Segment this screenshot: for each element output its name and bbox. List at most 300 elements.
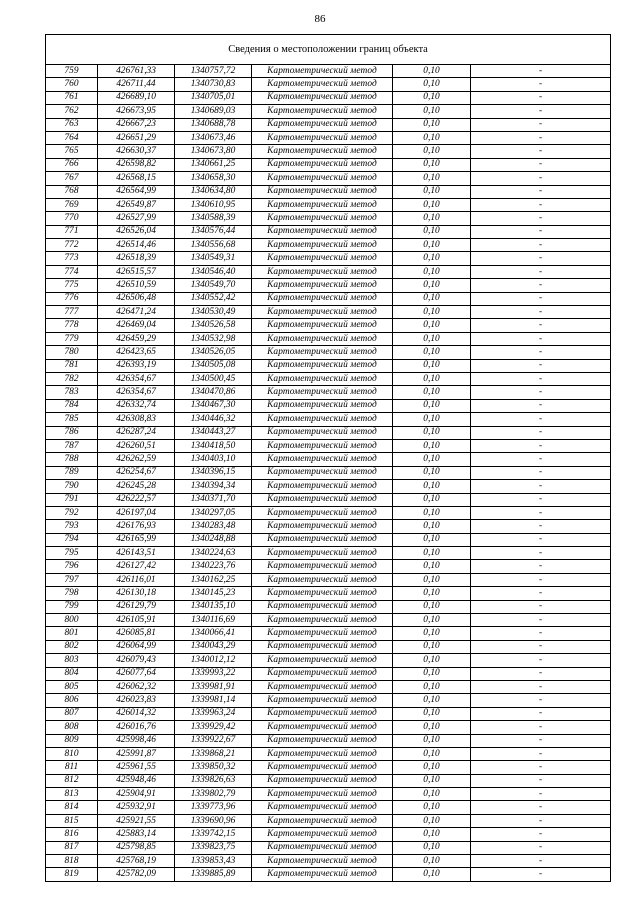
point-number-cell: 800: [46, 614, 98, 627]
coordinate-y-cell: 1339853,43: [175, 855, 252, 868]
coordinate-x-cell: 426129,79: [98, 600, 175, 613]
coordinate-y-cell: 1340224,63: [175, 547, 252, 560]
coordinate-y-cell: 1340283,48: [175, 520, 252, 533]
description-cell: -: [471, 466, 611, 479]
point-number-cell: 768: [46, 185, 98, 198]
method-cell: Картометрический метод: [252, 239, 393, 252]
description-cell: -: [471, 145, 611, 158]
point-number-cell: 761: [46, 91, 98, 104]
accuracy-cell: 0,10: [393, 212, 471, 225]
accuracy-cell: 0,10: [393, 493, 471, 506]
table-row: [46, 332, 611, 345]
coordinate-y-cell: 1339826,63: [175, 774, 252, 787]
description-cell: -: [471, 212, 611, 225]
description-cell: -: [471, 533, 611, 546]
coordinate-y-cell: 1340500,45: [175, 372, 252, 385]
coordinate-y-cell: 1340552,42: [175, 292, 252, 305]
description-cell: -: [471, 694, 611, 707]
table-row: [46, 627, 611, 640]
method-cell: Картометрический метод: [252, 814, 393, 827]
point-number-cell: 794: [46, 533, 98, 546]
coordinate-x-cell: 426506,48: [98, 292, 175, 305]
description-cell: -: [471, 158, 611, 171]
coordinate-y-cell: 1339773,96: [175, 801, 252, 814]
description-cell: -: [471, 332, 611, 345]
description-cell: -: [471, 265, 611, 278]
method-cell: Картометрический метод: [252, 547, 393, 560]
coordinate-y-cell: 1340297,05: [175, 506, 252, 519]
accuracy-cell: 0,10: [393, 292, 471, 305]
description-cell: -: [471, 372, 611, 385]
method-cell: Картометрический метод: [252, 466, 393, 479]
point-number-cell: 778: [46, 319, 98, 332]
description-cell: -: [471, 292, 611, 305]
table-row: [46, 172, 611, 185]
point-number-cell: 808: [46, 721, 98, 734]
table-row: [46, 131, 611, 144]
coordinate-x-cell: 426197,04: [98, 506, 175, 519]
point-number-cell: 805: [46, 680, 98, 693]
accuracy-cell: 0,10: [393, 520, 471, 533]
coordinate-x-cell: 426332,74: [98, 399, 175, 412]
description-cell: -: [471, 239, 611, 252]
description-cell: -: [471, 439, 611, 452]
method-cell: Картометрический метод: [252, 453, 393, 466]
coordinate-y-cell: 1339802,79: [175, 788, 252, 801]
point-number-cell: 813: [46, 788, 98, 801]
accuracy-cell: 0,10: [393, 774, 471, 787]
point-number-cell: 786: [46, 426, 98, 439]
table-caption: Сведения о местоположении границ объекта: [46, 35, 611, 65]
point-number-cell: 811: [46, 761, 98, 774]
description-cell: -: [471, 814, 611, 827]
method-cell: Картометрический метод: [252, 225, 393, 238]
description-cell: -: [471, 198, 611, 211]
accuracy-cell: 0,10: [393, 306, 471, 319]
description-cell: -: [471, 185, 611, 198]
accuracy-cell: 0,10: [393, 359, 471, 372]
coordinate-x-cell: 426510,59: [98, 279, 175, 292]
coordinate-x-cell: 426260,51: [98, 439, 175, 452]
coordinate-x-cell: 425921,55: [98, 814, 175, 827]
accuracy-cell: 0,10: [393, 91, 471, 104]
point-number-cell: 806: [46, 694, 98, 707]
method-cell: Картометрический метод: [252, 399, 393, 412]
coordinate-y-cell: 1339690,96: [175, 814, 252, 827]
point-number-cell: 782: [46, 372, 98, 385]
accuracy-cell: 0,10: [393, 78, 471, 91]
accuracy-cell: 0,10: [393, 868, 471, 881]
coordinate-y-cell: 1339742,15: [175, 828, 252, 841]
method-cell: Картометрический метод: [252, 306, 393, 319]
method-cell: Картометрический метод: [252, 172, 393, 185]
description-cell: -: [471, 587, 611, 600]
method-cell: Картометрический метод: [252, 774, 393, 787]
point-number-cell: 816: [46, 828, 98, 841]
coordinate-y-cell: 1340588,39: [175, 212, 252, 225]
coordinate-y-cell: 1340505,08: [175, 359, 252, 372]
coordinate-x-cell: 426165,99: [98, 533, 175, 546]
coordinate-x-cell: 426527,99: [98, 212, 175, 225]
coordinate-y-cell: 1340162,25: [175, 573, 252, 586]
description-cell: -: [471, 65, 611, 78]
description-cell: -: [471, 654, 611, 667]
coordinate-y-cell: 1340467,30: [175, 399, 252, 412]
point-number-cell: 791: [46, 493, 98, 506]
table-row: [46, 118, 611, 131]
method-cell: Картометрический метод: [252, 506, 393, 519]
description-cell: -: [471, 680, 611, 693]
accuracy-cell: 0,10: [393, 627, 471, 640]
coordinate-y-cell: 1339922,67: [175, 734, 252, 747]
table-row: [46, 600, 611, 613]
coordinate-y-cell: 1340673,80: [175, 145, 252, 158]
point-number-cell: 788: [46, 453, 98, 466]
description-cell: -: [471, 855, 611, 868]
point-number-cell: 781: [46, 359, 98, 372]
description-cell: -: [471, 828, 611, 841]
coordinate-x-cell: 426085,81: [98, 627, 175, 640]
table-row: [46, 774, 611, 787]
coordinate-x-cell: 426667,23: [98, 118, 175, 131]
coordinate-x-cell: 426673,95: [98, 105, 175, 118]
table-row: [46, 828, 611, 841]
table-row: [46, 453, 611, 466]
point-number-cell: 775: [46, 279, 98, 292]
table-row: [46, 439, 611, 452]
table-row: [46, 65, 611, 78]
table-row: [46, 667, 611, 680]
coordinate-y-cell: 1340135,10: [175, 600, 252, 613]
accuracy-cell: 0,10: [393, 667, 471, 680]
description-cell: -: [471, 600, 611, 613]
point-number-cell: 793: [46, 520, 98, 533]
point-number-cell: 759: [46, 65, 98, 78]
method-cell: Картометрический метод: [252, 212, 393, 225]
accuracy-cell: 0,10: [393, 841, 471, 854]
table-row: [46, 520, 611, 533]
table-row: [46, 506, 611, 519]
accuracy-cell: 0,10: [393, 707, 471, 720]
description-cell: -: [471, 480, 611, 493]
table-row: [46, 466, 611, 479]
description-cell: -: [471, 573, 611, 586]
accuracy-cell: 0,10: [393, 399, 471, 412]
point-number-cell: 787: [46, 439, 98, 452]
method-cell: Картометрический метод: [252, 131, 393, 144]
coordinate-x-cell: 426630,37: [98, 145, 175, 158]
accuracy-cell: 0,10: [393, 426, 471, 439]
point-number-cell: 789: [46, 466, 98, 479]
description-cell: -: [471, 868, 611, 881]
accuracy-cell: 0,10: [393, 346, 471, 359]
coordinate-x-cell: 426079,43: [98, 654, 175, 667]
method-cell: Картометрический метод: [252, 680, 393, 693]
point-number-cell: 817: [46, 841, 98, 854]
point-number-cell: 804: [46, 667, 98, 680]
coordinate-x-cell: 426016,76: [98, 721, 175, 734]
page-number: 86: [314, 13, 326, 25]
point-number-cell: 772: [46, 239, 98, 252]
description-cell: -: [471, 319, 611, 332]
description-cell: -: [471, 413, 611, 426]
method-cell: Картометрический метод: [252, 587, 393, 600]
coordinate-y-cell: 1340526,58: [175, 319, 252, 332]
point-number-cell: 784: [46, 399, 98, 412]
description-cell: -: [471, 640, 611, 653]
table-row: [46, 868, 611, 881]
accuracy-cell: 0,10: [393, 265, 471, 278]
point-number-cell: 803: [46, 654, 98, 667]
coordinate-y-cell: 1340396,15: [175, 466, 252, 479]
table-row: [46, 614, 611, 627]
point-number-cell: 774: [46, 265, 98, 278]
accuracy-cell: 0,10: [393, 694, 471, 707]
accuracy-cell: 0,10: [393, 65, 471, 78]
method-cell: Картометрический метод: [252, 145, 393, 158]
accuracy-cell: 0,10: [393, 118, 471, 131]
method-cell: Картометрический метод: [252, 105, 393, 118]
table-row: [46, 493, 611, 506]
coordinate-y-cell: 1339823,75: [175, 841, 252, 854]
coordinate-y-cell: 1340556,68: [175, 239, 252, 252]
coordinate-y-cell: 1340661,25: [175, 158, 252, 171]
coordinate-y-cell: 1340688,78: [175, 118, 252, 131]
accuracy-cell: 0,10: [393, 185, 471, 198]
coordinate-x-cell: 426176,93: [98, 520, 175, 533]
point-number-cell: 799: [46, 600, 98, 613]
coordinate-x-cell: 425883,14: [98, 828, 175, 841]
point-number-cell: 773: [46, 252, 98, 265]
coordinate-y-cell: 1340470,86: [175, 386, 252, 399]
coordinate-x-cell: 426354,67: [98, 372, 175, 385]
coordinate-x-cell: 426130,18: [98, 587, 175, 600]
table-row: [46, 855, 611, 868]
coordinate-x-cell: 425904,91: [98, 788, 175, 801]
description-cell: -: [471, 761, 611, 774]
coordinate-y-cell: 1340066,41: [175, 627, 252, 640]
coordinate-y-cell: 1340532,98: [175, 332, 252, 345]
table-row: [46, 788, 611, 801]
table-row: [46, 292, 611, 305]
method-cell: Картометрический метод: [252, 694, 393, 707]
method-cell: Картометрический метод: [252, 654, 393, 667]
point-number-cell: 764: [46, 131, 98, 144]
method-cell: Картометрический метод: [252, 734, 393, 747]
table-row: [46, 239, 611, 252]
description-cell: -: [471, 774, 611, 787]
coordinate-y-cell: 1340418,50: [175, 439, 252, 452]
coordinate-x-cell: 426023,83: [98, 694, 175, 707]
method-cell: Картометрический метод: [252, 721, 393, 734]
method-cell: Картометрический метод: [252, 640, 393, 653]
point-number-cell: 797: [46, 573, 98, 586]
method-cell: Картометрический метод: [252, 573, 393, 586]
accuracy-cell: 0,10: [393, 158, 471, 171]
method-cell: Картометрический метод: [252, 65, 393, 78]
table-row: [46, 654, 611, 667]
coordinate-x-cell: 426471,24: [98, 306, 175, 319]
accuracy-cell: 0,10: [393, 573, 471, 586]
point-number-cell: 792: [46, 506, 98, 519]
coordinate-y-cell: 1340403,10: [175, 453, 252, 466]
accuracy-cell: 0,10: [393, 547, 471, 560]
accuracy-cell: 0,10: [393, 506, 471, 519]
coordinate-x-cell: 426064,99: [98, 640, 175, 653]
coordinate-x-cell: 426143,51: [98, 547, 175, 560]
coordinate-y-cell: 1339929,42: [175, 721, 252, 734]
table-row: [46, 640, 611, 653]
table-row: [46, 761, 611, 774]
point-number-cell: 790: [46, 480, 98, 493]
coordinate-y-cell: 1339981,91: [175, 680, 252, 693]
table-row: [46, 185, 611, 198]
accuracy-cell: 0,10: [393, 332, 471, 345]
description-cell: -: [471, 560, 611, 573]
coordinate-x-cell: 425961,55: [98, 761, 175, 774]
table-row: [46, 158, 611, 171]
method-cell: Картометрический метод: [252, 439, 393, 452]
coordinate-y-cell: 1339850,32: [175, 761, 252, 774]
coordinate-y-cell: 1340526,05: [175, 346, 252, 359]
accuracy-cell: 0,10: [393, 172, 471, 185]
coordinate-y-cell: 1340549,31: [175, 252, 252, 265]
description-cell: -: [471, 306, 611, 319]
accuracy-cell: 0,10: [393, 801, 471, 814]
coordinate-x-cell: 426222,57: [98, 493, 175, 506]
coordinate-x-cell: 426354,67: [98, 386, 175, 399]
coordinate-x-cell: 426127,42: [98, 560, 175, 573]
accuracy-cell: 0,10: [393, 761, 471, 774]
method-cell: Картометрический метод: [252, 493, 393, 506]
coordinate-x-cell: 426711,44: [98, 78, 175, 91]
coordinate-x-cell: 426549,87: [98, 198, 175, 211]
accuracy-cell: 0,10: [393, 788, 471, 801]
method-cell: Картометрический метод: [252, 533, 393, 546]
accuracy-cell: 0,10: [393, 600, 471, 613]
coordinate-x-cell: 426062,32: [98, 680, 175, 693]
description-cell: -: [471, 520, 611, 533]
coordinate-x-cell: 426526,04: [98, 225, 175, 238]
point-number-cell: 776: [46, 292, 98, 305]
table-caption-row: [46, 35, 611, 65]
point-number-cell: 766: [46, 158, 98, 171]
coordinate-x-cell: 425768,19: [98, 855, 175, 868]
coordinate-x-cell: 426515,57: [98, 265, 175, 278]
coordinate-y-cell: 1339993,22: [175, 667, 252, 680]
coordinate-y-cell: 1340549,70: [175, 279, 252, 292]
table-row: [46, 346, 611, 359]
table-row: [46, 78, 611, 91]
point-number-cell: 809: [46, 734, 98, 747]
method-cell: Картометрический метод: [252, 801, 393, 814]
accuracy-cell: 0,10: [393, 480, 471, 493]
method-cell: Картометрический метод: [252, 252, 393, 265]
table-row: [46, 306, 611, 319]
accuracy-cell: 0,10: [393, 439, 471, 452]
method-cell: Картометрический метод: [252, 372, 393, 385]
method-cell: Картометрический метод: [252, 426, 393, 439]
description-cell: -: [471, 801, 611, 814]
coordinate-x-cell: 426469,04: [98, 319, 175, 332]
description-cell: -: [471, 91, 611, 104]
accuracy-cell: 0,10: [393, 372, 471, 385]
accuracy-cell: 0,10: [393, 654, 471, 667]
point-number-cell: 807: [46, 707, 98, 720]
method-cell: Картометрический метод: [252, 265, 393, 278]
coordinate-y-cell: 1340145,23: [175, 587, 252, 600]
method-cell: Картометрический метод: [252, 747, 393, 760]
method-cell: Картометрический метод: [252, 158, 393, 171]
accuracy-cell: 0,10: [393, 225, 471, 238]
description-cell: -: [471, 453, 611, 466]
point-number-cell: 777: [46, 306, 98, 319]
coordinate-y-cell: 1340658,30: [175, 172, 252, 185]
method-cell: Картометрический метод: [252, 78, 393, 91]
description-cell: -: [471, 172, 611, 185]
method-cell: Картометрический метод: [252, 319, 393, 332]
coordinate-y-cell: 1340546,40: [175, 265, 252, 278]
accuracy-cell: 0,10: [393, 252, 471, 265]
accuracy-cell: 0,10: [393, 131, 471, 144]
point-number-cell: 765: [46, 145, 98, 158]
method-cell: Картометрический метод: [252, 91, 393, 104]
table-row: [46, 359, 611, 372]
coordinate-y-cell: 1340012,12: [175, 654, 252, 667]
coordinate-y-cell: 1340248,88: [175, 533, 252, 546]
accuracy-cell: 0,10: [393, 279, 471, 292]
coordinate-y-cell: 1340443,27: [175, 426, 252, 439]
coordinate-x-cell: 426564,99: [98, 185, 175, 198]
table-row: [46, 225, 611, 238]
coordinate-y-cell: 1340576,44: [175, 225, 252, 238]
coordinate-x-cell: 425991,87: [98, 747, 175, 760]
accuracy-cell: 0,10: [393, 814, 471, 827]
coordinate-y-cell: 1340705,01: [175, 91, 252, 104]
description-cell: -: [471, 105, 611, 118]
method-cell: Картометрический метод: [252, 279, 393, 292]
table-row: [46, 694, 611, 707]
method-cell: Картометрический метод: [252, 346, 393, 359]
description-cell: -: [471, 747, 611, 760]
coordinate-x-cell: 426308,83: [98, 413, 175, 426]
method-cell: Картометрический метод: [252, 614, 393, 627]
coordinate-x-cell: 425932,91: [98, 801, 175, 814]
accuracy-cell: 0,10: [393, 680, 471, 693]
coordinate-x-cell: 425998,46: [98, 734, 175, 747]
method-cell: Картометрический метод: [252, 761, 393, 774]
point-number-cell: 819: [46, 868, 98, 881]
coordinate-x-cell: 426514,46: [98, 239, 175, 252]
table-row: [46, 547, 611, 560]
coordinate-y-cell: 1339963,24: [175, 707, 252, 720]
method-cell: Картометрический метод: [252, 292, 393, 305]
point-number-cell: 796: [46, 560, 98, 573]
table-row: [46, 212, 611, 225]
coordinate-x-cell: 426423,65: [98, 346, 175, 359]
accuracy-cell: 0,10: [393, 413, 471, 426]
point-number-cell: 779: [46, 332, 98, 345]
point-number-cell: 769: [46, 198, 98, 211]
method-cell: Картометрический метод: [252, 855, 393, 868]
method-cell: Картометрический метод: [252, 359, 393, 372]
coordinate-y-cell: 1340371,70: [175, 493, 252, 506]
coordinate-x-cell: 426262,59: [98, 453, 175, 466]
accuracy-cell: 0,10: [393, 239, 471, 252]
coordinate-x-cell: 426116,01: [98, 573, 175, 586]
table-row: [46, 480, 611, 493]
coordinate-x-cell: 426014,32: [98, 707, 175, 720]
